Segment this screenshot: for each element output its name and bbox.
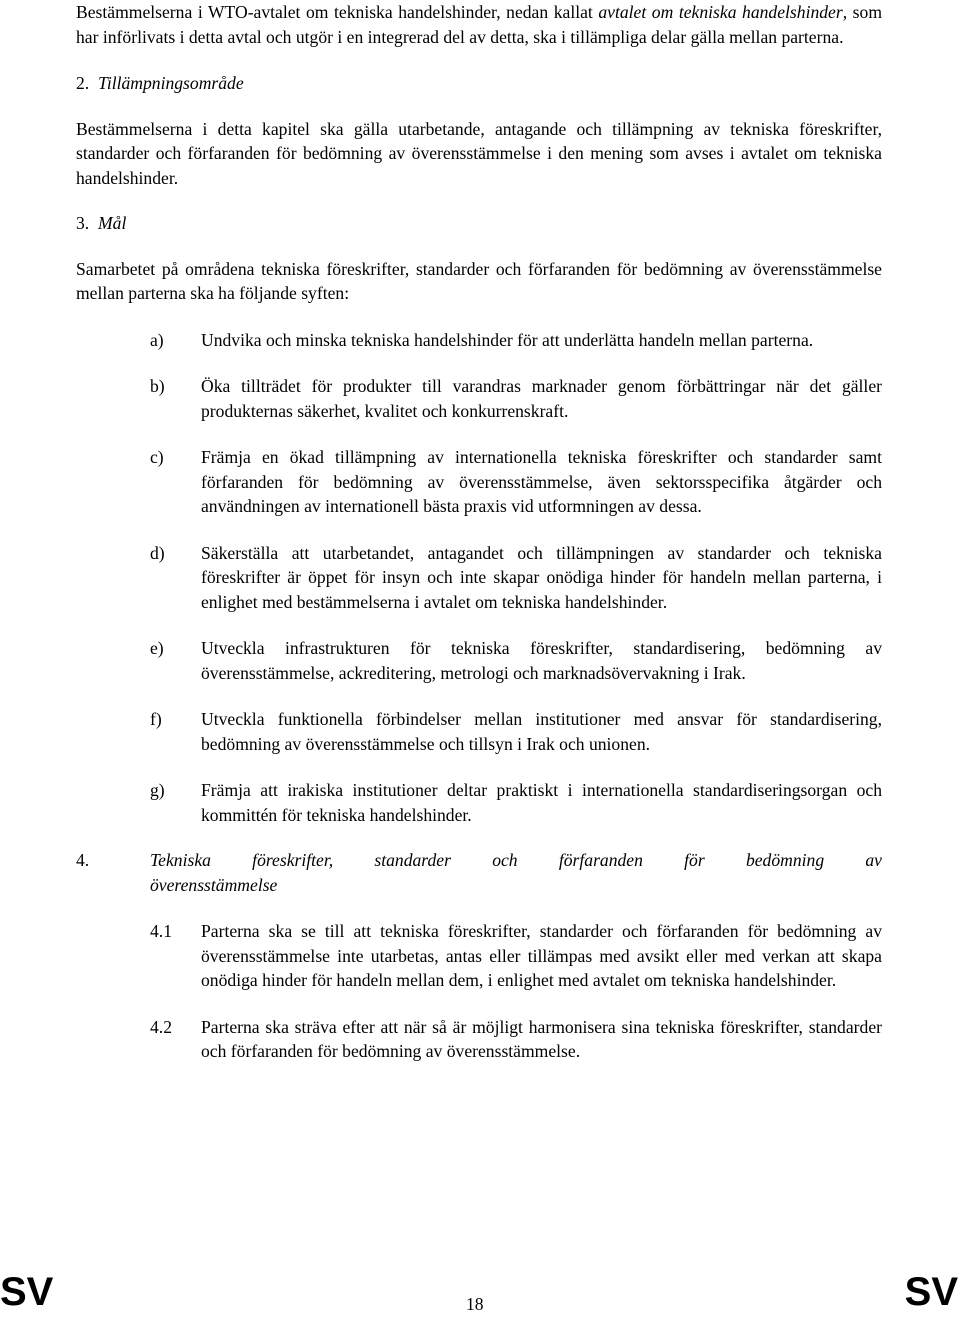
list-item-text: Undvika och minska tekniska handelshinder för att underlätta handeln mellan parterna.: [201, 329, 814, 350]
section-3-list: [76, 328, 882, 828]
list-item: [150, 919, 882, 993]
section-3-number: 3.: [76, 213, 90, 233]
section-3-title: Mål: [98, 213, 127, 233]
section-4-heading: [76, 848, 882, 897]
list-item-label: f): [150, 709, 162, 729]
list-item-label: b): [150, 376, 165, 396]
section-4-list: [76, 919, 882, 1064]
footer-language-left: SV: [0, 1270, 54, 1314]
section-4-title-line-1: Tekniska föreskrifter, standarder och förfaranden för bedömning av: [150, 850, 882, 870]
list-item-label: e): [150, 638, 164, 658]
section-2-number: 2.: [76, 73, 90, 93]
list-item-label: 4.1: [150, 921, 172, 941]
list-item: [150, 1015, 882, 1064]
section-4-title-line-2: överensstämmelse: [150, 874, 278, 895]
list-item-text: Utveckla infrastrukturen för tekniska föreskrifter, standardisering, bedömning av överensstämmelse, ackreditering, metrologi och marknadsövervakning i Irak.: [201, 638, 882, 683]
intro-italic: avtalet om tekniska handelshinder: [598, 2, 843, 22]
list-item-label: 4.2: [150, 1016, 172, 1037]
list-item-label: d): [150, 542, 165, 563]
list-item: [150, 541, 882, 615]
section-4-number: 4.: [76, 850, 90, 870]
list-item-text: Främja en ökad tillämpning av internationella tekniska föreskrifter och standarder samt förfaranden för bedömning av överensstämmelse, även sektorsspecifika åtgärder och användningen av internationell bästa praxis vid utformningen av dessa.: [201, 447, 882, 516]
section-2-heading: [76, 71, 882, 96]
page-number: 18: [466, 1294, 484, 1314]
list-item-text: Parterna ska sträva efter att när så är möjligt harmonisera sina tekniska föreskrifter, standarder och förfaranden för bedömning av överensstämmelse.: [201, 1016, 882, 1061]
list-item-text: Parterna ska se till att tekniska föreskrifter, standarder och förfaranden för bedömning av överensstämmelse inte utarbetas, antas eller tillämpas med avsikt eller med verkan att skapa onödiga hinder för handeln mellan dem, i enlighet med avtalet om tekniska handelshinder.: [201, 921, 882, 990]
footer-language-right: SV: [904, 1270, 958, 1314]
list-item-label: a): [150, 329, 164, 350]
list-item-label: g): [150, 780, 165, 800]
list-item: [150, 328, 882, 353]
list-item: [150, 778, 882, 827]
intro-text-1: Bestämmelserna i WTO-avtalet om tekniska handelshinder, nedan kallat: [76, 2, 599, 22]
section-4-title-block: [150, 848, 882, 897]
list-item: [150, 636, 882, 685]
section-3-text: Samarbetet på områdena tekniska föreskrifter, standarder och förfaranden för bedömning av överensstämmelse mellan parterna ska ha följande syften:: [76, 258, 882, 303]
list-item-label: c): [150, 447, 164, 467]
intro-text-2: , som har införlivats i detta avtal och utgör i en integrerad del av detta, ska i tillämpliga delar gälla mellan parterna.: [76, 2, 882, 47]
intro-paragraph: [76, 0, 882, 49]
document-page: [76, 0, 882, 1086]
list-item-text: Utveckla funktionella förbindelser mellan institutioner med ansvar för standardisering, bedömning av överensstämmelse och tillsyn i Irak och unionen.: [201, 709, 882, 754]
list-item-text: Öka tillträdet för produkter till varandras marknader genom förbättringar när det gäller produkternas säkerhet, kvalitet och konkurrenskraft.: [201, 376, 882, 421]
list-item-text: Främja att irakiska institutioner deltar praktiskt i internationella standardiseringsorgan och kommittén för tekniska handelshinder.: [201, 780, 882, 825]
list-item: [150, 707, 882, 756]
list-item: [150, 445, 882, 519]
list-item-text: Säkerställa att utarbetandet, antagandet och tillämpningen av standarder och tekniska föreskrifter är öppet för insyn och inte skapar onödiga hinder för handeln mellan parterna, i enlighet med bestämmelserna i avtalet om tekniska handelshinder.: [201, 542, 882, 612]
list-item: [150, 374, 882, 423]
section-3-heading: [76, 211, 882, 236]
section-2-title: Tillämpningsområde: [98, 73, 244, 93]
section-2-text: Bestämmelserna i detta kapitel ska gälla utarbetande, antagande och tillämpning av tekniska föreskrifter, standarder och förfaranden för bedömning av överensstämmelse i den mening som avses i avtalet om tekniska handelshinder.: [76, 118, 882, 188]
